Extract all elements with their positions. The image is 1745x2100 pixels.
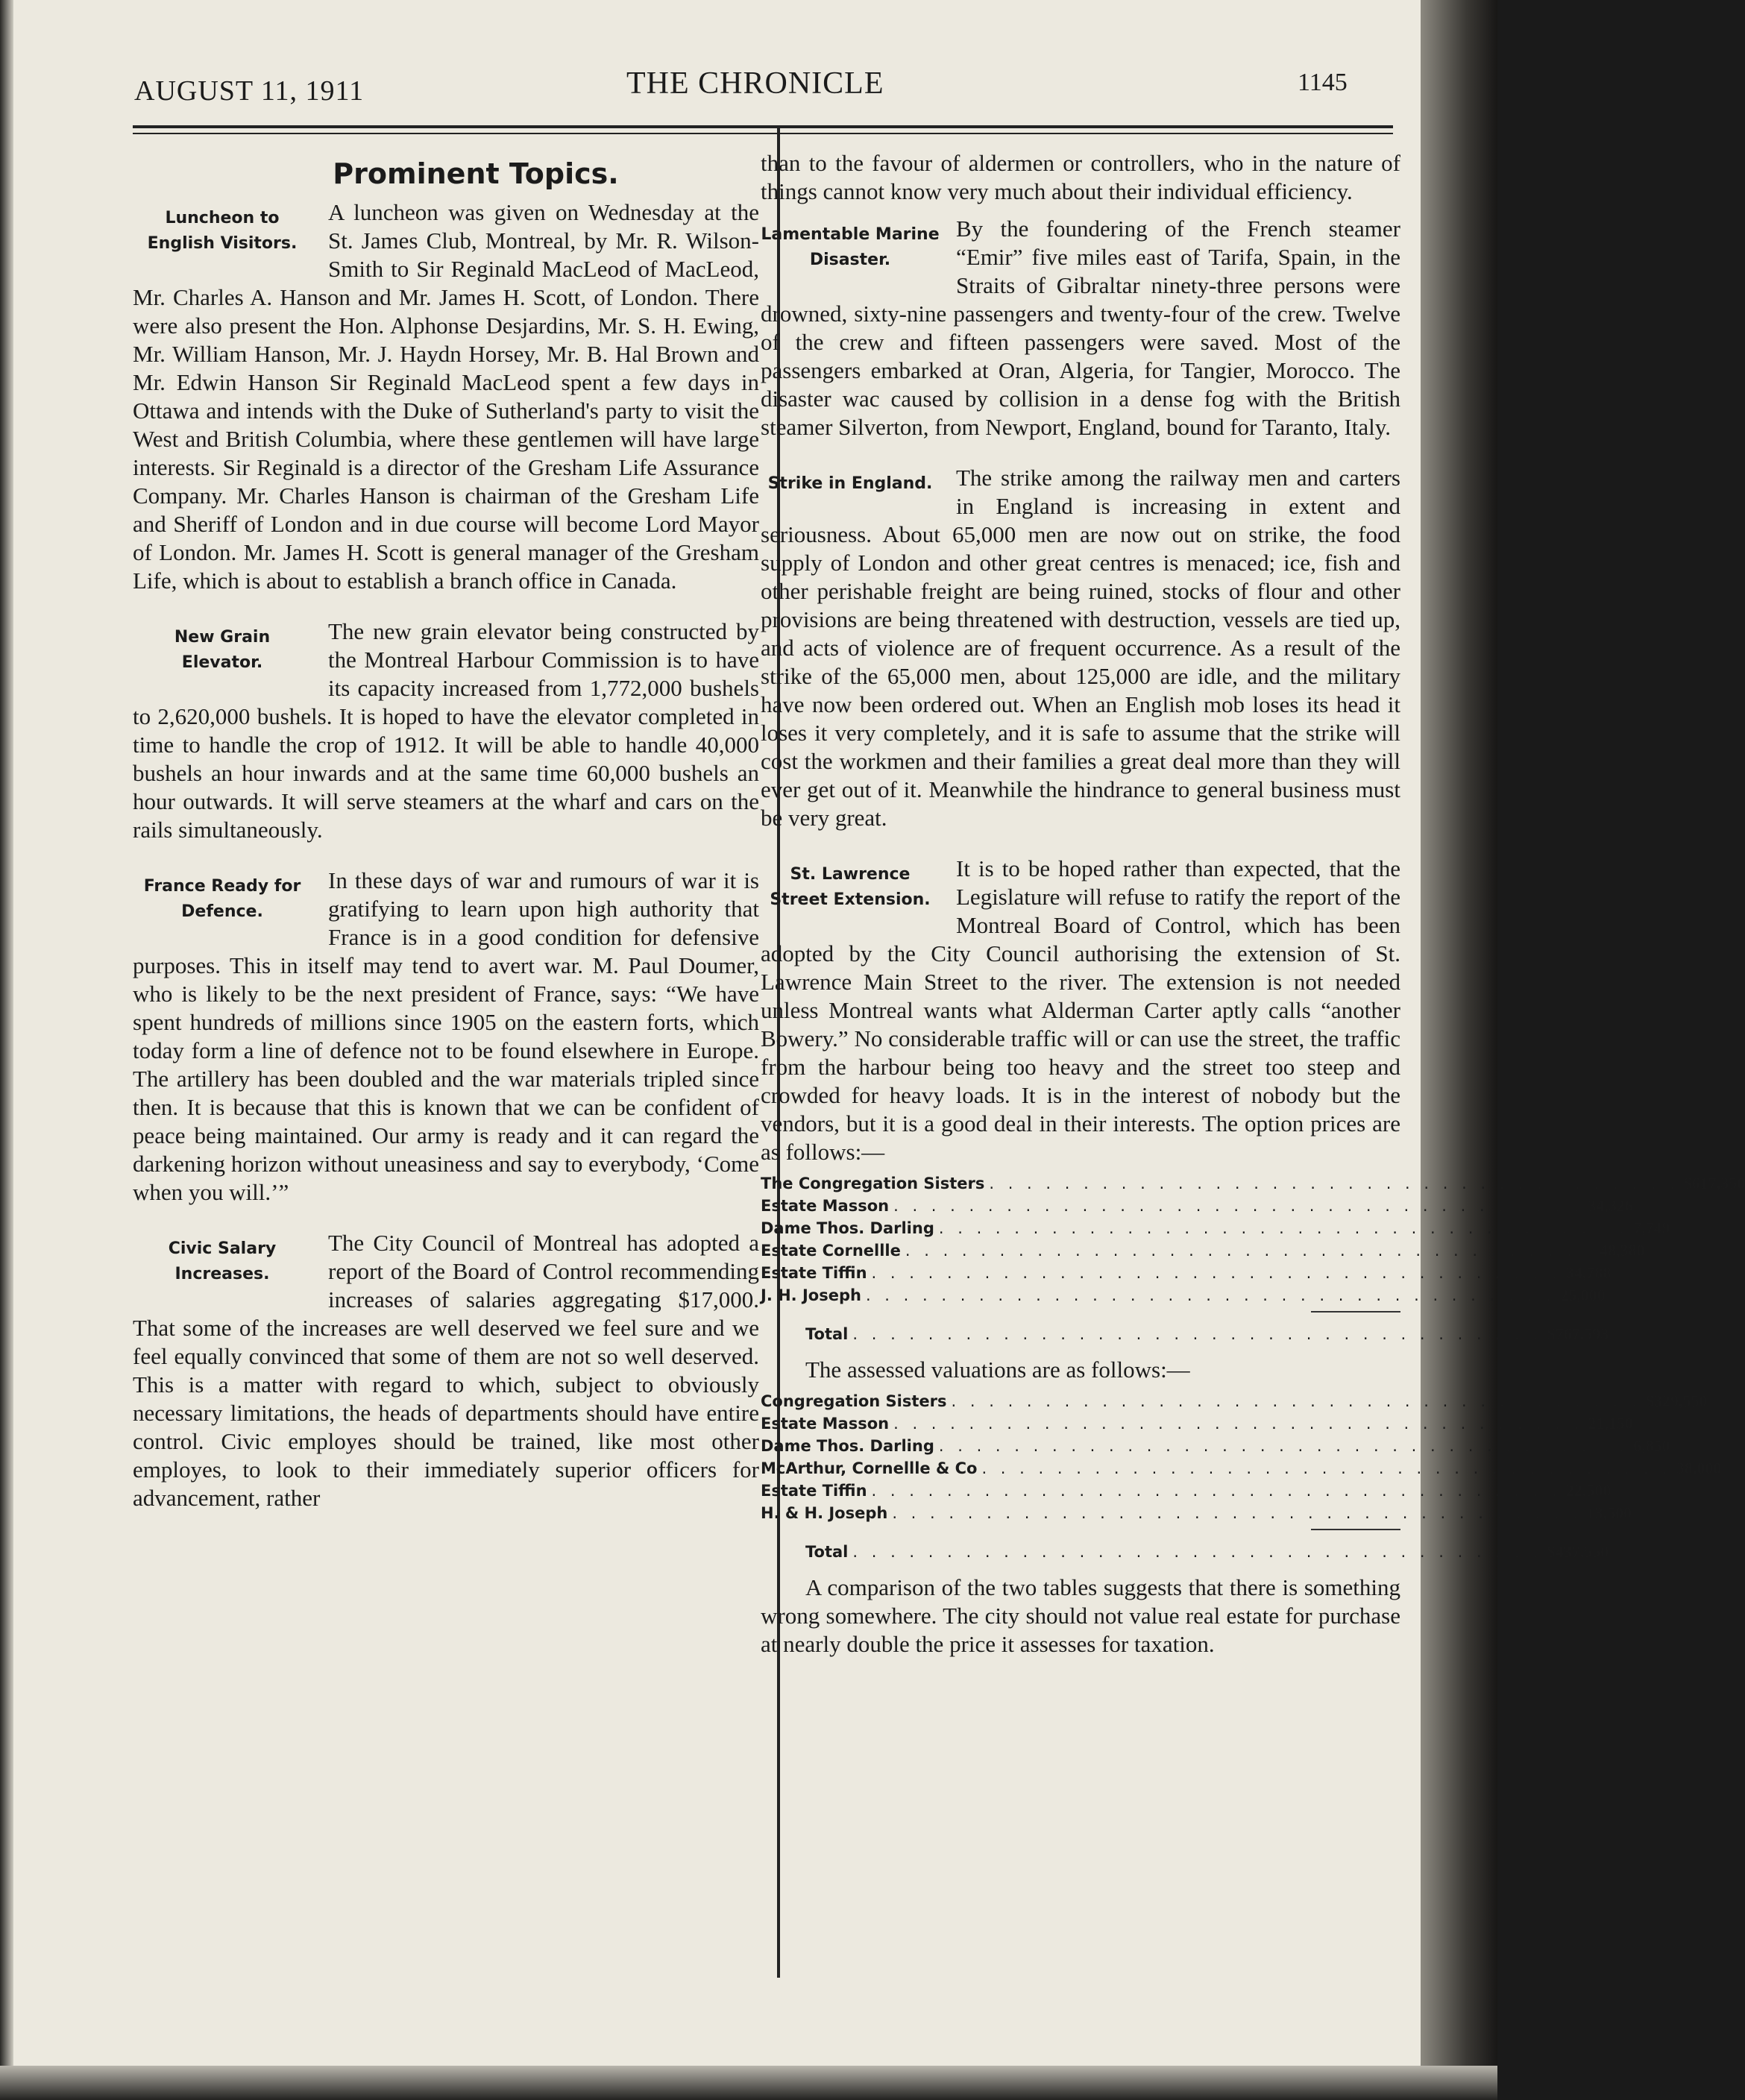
assessed-valuations-rows xyxy=(761,1390,1722,1524)
row-amount: 21,150 xyxy=(1588,1414,1633,1433)
article-text: The strike among the railway men and carters in England is increasing in extent and seriousness. About 65,000 men are now out on strike, the food supply of London and other great centres is menaced; ice, fish and other perishable freight are being ruined, stocks of flour and other provisions are being threatened with destruction, vessels are tied up, and acts of violence are of frequent occurrence. As a result of the strike of the 65,000 men, about 125,000 are idle, and the military have now been ordered out. When an English mob loses its head it loses it very completely, and it is safe to assume that the strike will cost the workmen and their families a great deal more than they will ever get out of it. Meanwhile the hindrance to general business must be very great. xyxy=(761,465,1400,831)
total-label: Total xyxy=(805,1543,849,1561)
row-amount: $329,550 xyxy=(1645,1392,1708,1410)
total-amount: $437,550 xyxy=(1547,1542,1609,1561)
dot-leader: . . . . . . . . . . . . . . . . . . . . . . . . . . . . . . . . . . . . . xyxy=(938,1437,1629,1455)
row-amount: 34,326 xyxy=(1588,1196,1633,1215)
option-price-row xyxy=(761,1239,1645,1262)
row-name: Estate Masson xyxy=(761,1197,890,1215)
header-rule-thick xyxy=(133,125,1393,128)
scan-shadow-bottom xyxy=(0,2066,1497,2100)
option-price-row xyxy=(761,1172,1745,1195)
total-rule xyxy=(1311,1529,1400,1530)
row-name: Estate Tiffin xyxy=(761,1482,867,1500)
dot-leader: . . . . . . . . . . . . . . . . . . . . . . . . . . . . . . . . . . . . . xyxy=(905,1242,1596,1260)
article-france-defence xyxy=(133,867,759,1207)
total-amount: $767,593 xyxy=(1547,1324,1609,1343)
row-amount: 6,850 xyxy=(1633,1436,1670,1455)
option-prices-table xyxy=(761,1172,1745,1345)
row-name: McArthur, Cornellle & Co xyxy=(761,1459,978,1477)
row-name: The Congregation Sisters xyxy=(761,1175,985,1192)
article-st-lawrence xyxy=(761,855,1400,1166)
option-prices-total-row xyxy=(761,1323,1609,1345)
right-column xyxy=(761,149,1745,1659)
dot-leader: . . . . . . . . . . . . . . . . . . . . . . . . . . . . . . . . . . . . . xyxy=(852,1325,1543,1343)
side-heading: St. Lawrence Street Extension. xyxy=(770,865,931,909)
dot-leader: . . . . . . . . . . . . . . . . . . . . . . . . . . . . . . . . . . . . . xyxy=(865,1286,1556,1304)
row-amount: 38,000 xyxy=(1676,1459,1722,1477)
assessed-valuation-row xyxy=(761,1412,1633,1435)
row-name: Estate Cornellle xyxy=(761,1242,901,1260)
row-name: Estate Tiffin xyxy=(761,1264,867,1282)
option-price-row xyxy=(761,1217,1670,1239)
page-number: 1145 xyxy=(1298,69,1348,96)
option-price-row xyxy=(761,1195,1633,1217)
assessed-valuation-row xyxy=(761,1435,1670,1457)
article-text: than to the favour of aldermen or controllers, who in the nature of things cannot know very much about their individual efficiency. xyxy=(761,150,1400,204)
assessed-intro: The assessed valuations are as follows:— xyxy=(805,1356,1190,1383)
dot-leader: . . . . . . . . . . . . . . . . . . . . . . . . . . . . . . . . . . . . . xyxy=(852,1543,1543,1561)
row-amount: 7,749 xyxy=(1633,1219,1670,1237)
dot-leader: . . . . . . . . . . . . . . . . . . . . . . . . . . . . . . . . . . . . . xyxy=(871,1482,1562,1500)
dot-leader: . . . . . . . . . . . . . . . . . . . . . . . . . . . . . . . . . . . . . xyxy=(951,1392,1641,1410)
dot-leader: . . . . . . . . . . . . . . . . . . . . . . . . . . . . . . . . . . . . . xyxy=(893,1415,1584,1433)
side-heading: Lamentable Marine Disaster. xyxy=(761,225,940,269)
scan-shadow-left xyxy=(0,0,13,2100)
row-amount: 48,380 xyxy=(1600,1241,1645,1260)
section-heading: Prominent Topics. xyxy=(333,157,619,190)
dot-leader: . . . . . . . . . . . . . . . . . . . . . . . . . . . . . . . . . . . . . xyxy=(981,1459,1672,1477)
side-heading: France Ready for Defence. xyxy=(143,877,301,921)
assessed-valuation-row xyxy=(761,1390,1708,1412)
row-amount: $617,350 xyxy=(1683,1174,1745,1192)
row-name: Estate Masson xyxy=(761,1415,890,1433)
row-name: H. & H. Joseph xyxy=(761,1504,888,1522)
issue-date: AUGUST 11, 1911 xyxy=(134,75,365,107)
article-civic-salary-continued xyxy=(761,149,1400,206)
row-amount: 22,500 xyxy=(1565,1481,1612,1500)
row-name: Dame Thos. Darling xyxy=(761,1219,934,1237)
article-text: In these days of war and rumours of war it is gratifying to learn upon high authority that France is in a good condition for defensive purposes. This in itself may tend to avert war. M. Paul Doumer, who is likely to be the next president of France, says: “We have spent hundreds of millions since 1905 on the eastern forts, which today form a line of defence not to be found elsewhere in Europe. The artillery has been doubled and the war materials tripled since then. It is because that this is known that we can be confident of peace being maintained. Our army is ready and it can regard the darkening horizon without uneasiness and say to everybody, ‘Come when you will.’” xyxy=(133,867,759,1205)
row-name: J. H. Joseph xyxy=(761,1286,861,1304)
conclusion-text: A comparison of the two tables suggests that there is something wrong somewhere. The city should not value real estate for purchase at nearly double the price it assesses for taxation. xyxy=(761,1574,1400,1657)
assessed-valuation-row xyxy=(761,1502,1632,1524)
article-text: The City Council of Montreal has adopted a report of the Board of Control recommending increases of salaries aggregating $17,000. That some of the increases are well deserved we feel sure and we feel equally convinced that some of them are not so well deserved. This is a matter with regard to which, subject to obviously necessary limitations, the heads of departments should have entire control. Civic employes should be trained, like most other employes, to look to their immediately superior officers for advancement, rather xyxy=(133,1230,759,1511)
article-civic-salary xyxy=(133,1229,759,1512)
article-text: By the foundering of the French steamer “Emir” five miles east of Tarifa, Spain, in the Straits of Gibraltar ninety-three persons were drowned, sixty-nine passengers and twenty-four of the crew. Twelve of the crew and fifteen passengers were saved. Most of the passengers embarked at Oran, Algeria, for Tangier, Morocco. The disaster wac caused by collision in a dense fog with the British steamer Silverton, from Newport, England, bound for Taranto, Italy. xyxy=(761,216,1400,440)
article-strike-england xyxy=(761,464,1400,832)
header-rule-thin xyxy=(133,133,1393,134)
dot-leader: . . . . . . . . . . . . . . . . . . . . . . . . . . . . . . . . . . . . . xyxy=(893,1197,1584,1215)
assessed-total-row xyxy=(761,1541,1609,1563)
article-text: It is to be hoped rather than expected, that the Legislature will refuse to ratify the report of the Montreal Board of Control, which has been adopted by the City Council authorising the extension of St. Lawrence Main Street to the river. The extension is not needed unless Montreal wants what Alderman Carter aptly calls “another Bowery.” No considerable traffic will or can use the street, the traffic from the harbour being too heavy and the street too steep and crowded for heavy loads. It is in the interest of nobody but the vendors, but it is a good deal in their interests. The option prices are as follows:— xyxy=(761,855,1400,1165)
option-price-row xyxy=(761,1284,1606,1307)
row-amount: 25,000 xyxy=(1560,1286,1606,1304)
option-price-row xyxy=(761,1262,1612,1284)
side-heading: New Grain Elevator. xyxy=(174,628,271,672)
assessed-valuations-table xyxy=(761,1390,1722,1563)
article-marine-disaster xyxy=(761,215,1400,441)
assessed-valuation-row xyxy=(761,1480,1612,1502)
publication-title: THE CHRONICLE xyxy=(626,66,884,101)
article-grain-elevator xyxy=(133,617,759,844)
row-amount: 34,788 xyxy=(1565,1263,1612,1282)
dot-leader: . . . . . . . . . . . . . . . . . . . . . . . . . . . . . . . . . . . . . xyxy=(989,1175,1679,1192)
article-text: A luncheon was given on Wednesday at the St. James Club, Montreal, by Mr. R. Wilson-Smith to Sir Reginald MacLeod of MacLeod, Mr. Charles A. Hanson and Mr. James H. Scott, of London. There were also present the Hon. Alphonse Desjardins, Mr. S. H. Ewing, Mr. William Hanson, Mr. J. Haydn Horsey, Mr. B. Hal Brown and Mr. Edwin Hanson Sir Reginald MacLeod spent a few days in Ottawa and intends with the Duke of Sutherland's party to visit the West and British Columbia, where these gentlemen will have large interests. Sir Reginald is a director of the Gresham Life Assurance Company. Mr. Charles Hanson is chairman of the Gresham Life and Sheriff of London and in due course will become Lord Mayor of London. Mr. James H. Scott is general manager of the Gresham Life, which is about to establish a branch office in Canada. xyxy=(133,199,759,594)
left-column xyxy=(133,149,759,1535)
option-prices-rows xyxy=(761,1172,1745,1307)
dot-leader: . . . . . . . . . . . . . . . . . . . . . . . . . . . . . . . . . . . . . xyxy=(892,1504,1582,1522)
dot-leader: . . . . . . . . . . . . . . . . . . . . . . . . . . . . . . . . . . . . . xyxy=(938,1219,1629,1237)
total-rule xyxy=(1311,1311,1400,1312)
article-text: The new grain elevator being constructed by the Montreal Harbour Commission is to have its capacity increased from 1,772,000 bushels to 2,620,000 bushels. It is hoped to have the elevator completed in time to handle the crop of 1912. It will be able to handle 40,000 bushels an hour inwards and at the same time 60,000 bushels an hour outwards. It will serve steamers at the wharf and cars on the rails simultaneously. xyxy=(133,618,759,843)
side-heading: Strike in England. xyxy=(767,474,933,493)
row-name: Dame Thos. Darling xyxy=(761,1437,934,1455)
row-amount: 13,500 xyxy=(1586,1503,1632,1522)
total-label: Total xyxy=(805,1325,849,1343)
dot-leader: . . . . . . . . . . . . . . . . . . . . . . . . . . . . . . . . . . . . . xyxy=(871,1264,1562,1282)
article-luncheon xyxy=(133,198,759,595)
assessed-valuation-row xyxy=(761,1457,1722,1480)
side-heading: Civic Salary Increases. xyxy=(168,1239,277,1283)
side-heading: Luncheon to English Visitors. xyxy=(147,209,298,253)
row-name: Congregation Sisters xyxy=(761,1392,947,1410)
scan-shadow-right xyxy=(1421,0,1497,2100)
